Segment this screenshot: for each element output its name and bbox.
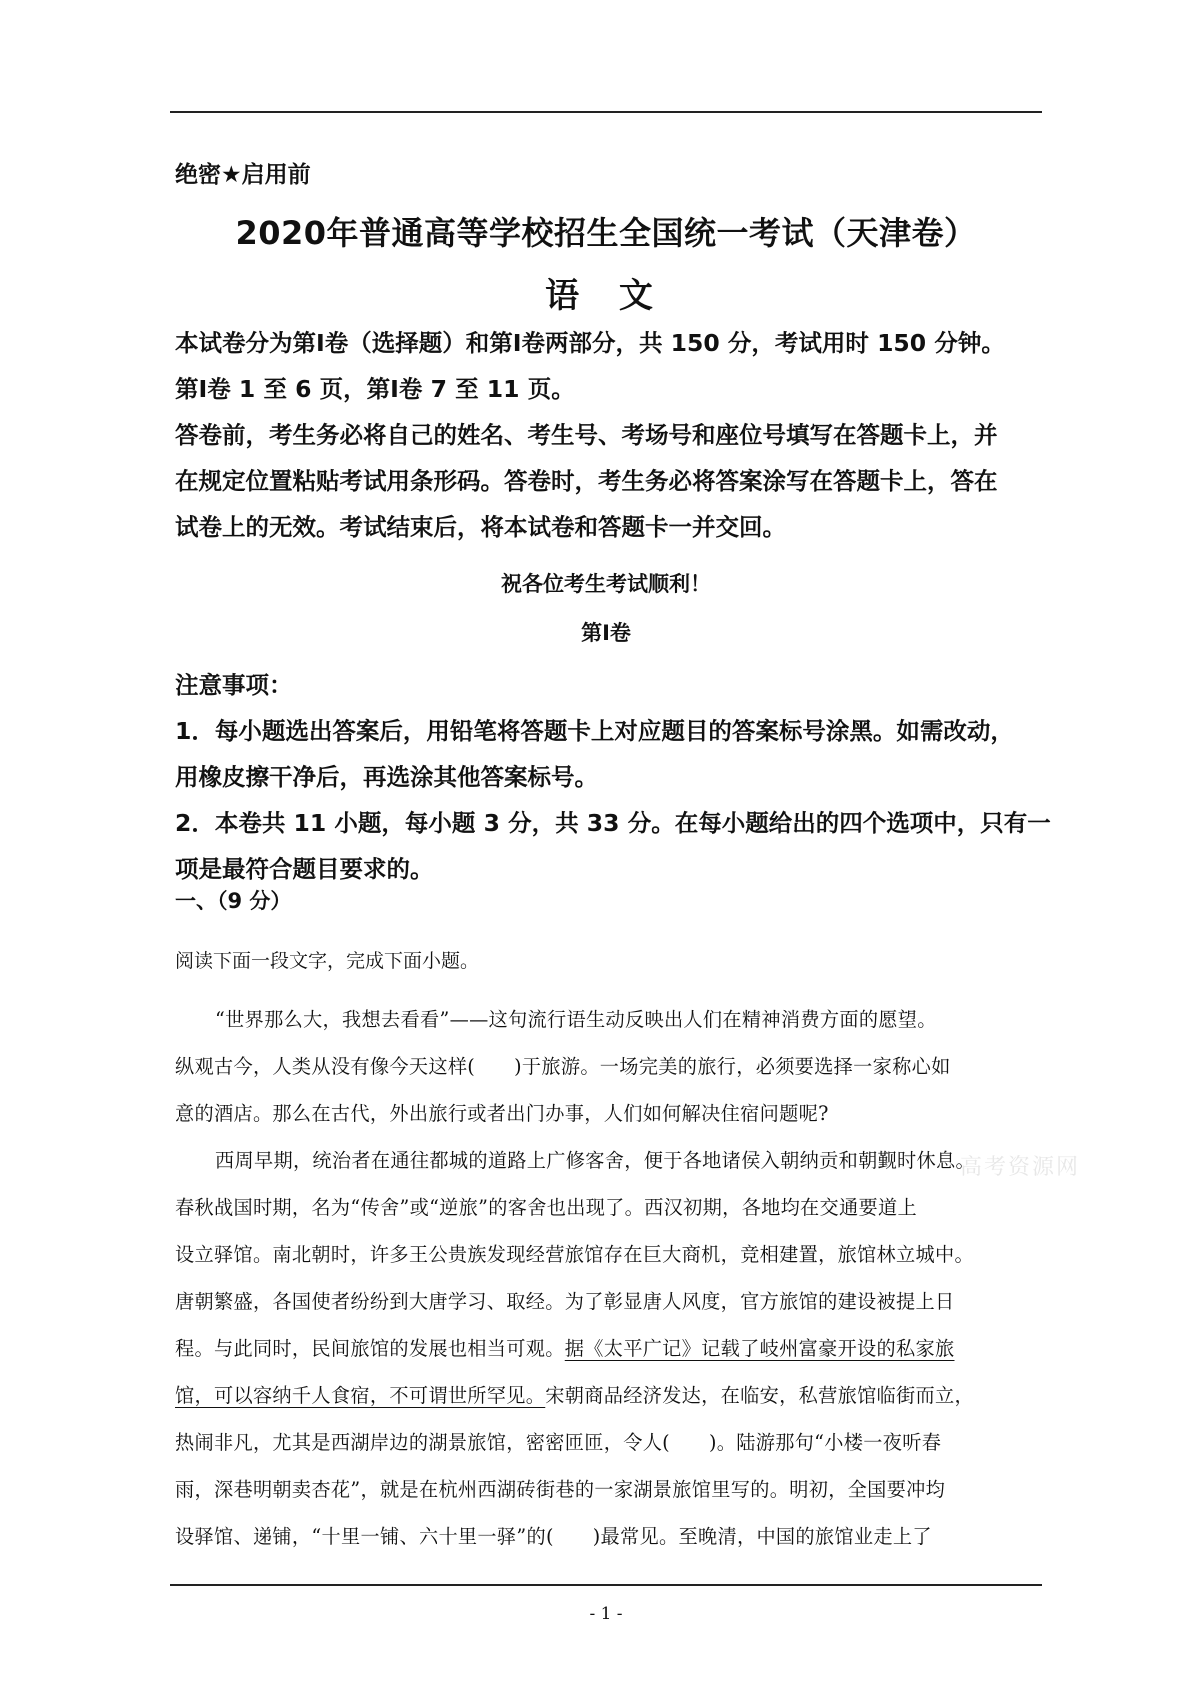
passage-line: “世界那么大，我想去看看”——这句流行语生动反映出人们在精神消费方面的愿望。	[215, 1008, 937, 1031]
page-number: - 1 -	[589, 1604, 623, 1624]
notes-line: 2．本卷共 11 小题，每小题 3 分，共 33 分。在每小题给出的四个选项中，只有一	[175, 809, 1051, 837]
secret-label: 绝密★启用前	[175, 162, 311, 188]
passage-line: 热闹非凡，尤其是西湖岸边的湖景旅馆，密密匝匝，令人( )。陆游那句“小楼一夜听春	[175, 1431, 942, 1454]
passage-line: 西周早期，统治者在通往都城的道路上广修客舍，便于各地诸侯入朝纳贡和朝觐时休息。	[215, 1149, 976, 1172]
intro-line: 答卷前，考生务必将自己的姓名、考生号、考场号和座位号填写在答题卡上，并	[175, 421, 998, 449]
passage-line: 唐朝繁盛，各国使者纷纷到大唐学习、取经。为了彰显唐人风度，官方旅馆的建设被提上日	[175, 1290, 955, 1313]
passage-text: 程。与此同时，民间旅馆的发展也相当可观。	[175, 1337, 565, 1360]
passage-line: 设立驿馆。南北朝时，许多王公贵族发现经营旅馆存在巨大商机，竞相建置，旅馆林立城中。	[175, 1243, 974, 1266]
passage-line: 纵观古今，人类从没有像今天这样( )于旅游。一场完美的旅行，必须要选择一家称心如	[175, 1055, 951, 1078]
intro-paragraph	[175, 320, 1045, 550]
intro-line: 第Ⅰ卷 1 至 6 页，第Ⅰ卷 7 至 11 页。	[175, 375, 575, 403]
reading-passage	[175, 996, 1045, 1560]
intro-line: 试卷上的无效。考试结束后，将本试卷和答题卡一并交回。	[175, 513, 786, 541]
underlined-sentence: 馆，可以容纳千人食宿，不可谓世所罕见。	[175, 1384, 546, 1407]
wish-line: 祝各位考生考试顺利！	[501, 572, 711, 596]
section-heading: 一、（9 分）	[175, 889, 292, 913]
notes-line: 1．每小题选出答案后，用铅笔将答题卡上对应题目的答案标号涂黑。如需改动，	[175, 717, 1014, 745]
header-rule	[170, 111, 1042, 113]
part-title: 第Ⅰ卷	[581, 621, 631, 645]
intro-line: 本试卷分为第Ⅰ卷（选择题）和第Ⅰ卷两部分，共 150 分，考试用时 150 分钟。	[175, 329, 1005, 357]
passage-line: 意的酒店。那么在古代，外出旅行或者出门办事，人们如何解决住宿问题呢?	[175, 1102, 829, 1125]
passage-line: 春秋战国时期，名为“传舍”或“逆旅”的客舍也出现了。西汉初期，各地均在交通要道上	[175, 1196, 917, 1219]
passage-line	[175, 1325, 1045, 1372]
intro-line: 在规定位置粘贴考试用条形码。答卷时，考生务必将答案涂写在答题卡上，答在	[175, 467, 998, 495]
underlined-sentence: 据《太平广记》记载了岐州富豪开设的私家旅	[564, 1337, 955, 1360]
watermark: 高考资源网	[960, 1155, 1081, 1180]
footer-rule	[170, 1584, 1042, 1586]
passage-line: 雨，深巷明朝卖杏花”，就是在杭州西湖砖街巷的一家湖景旅馆里写的。明初，全国要冲均	[175, 1478, 946, 1501]
exam-title: 2020年普通高等学校招生全国统一考试（天津卷）	[235, 214, 977, 252]
passage-text: 宋朝商品经济发达，在临安，私营旅馆临街而立，	[545, 1384, 974, 1407]
passage-line: 设驿馆、递铺，“十里一铺、六十里一驿”的( )最常见。至晚清，中国的旅馆业走上了	[175, 1525, 932, 1548]
notes-line: 用橡皮擦干净后，再选涂其他答案标号。	[175, 763, 598, 791]
subject-title: 语 文	[545, 276, 667, 316]
notes-heading: 注意事项：	[175, 671, 293, 699]
reading-instruction: 阅读下面一段文字，完成下面小题。	[175, 950, 480, 972]
notes-section	[175, 662, 1051, 892]
passage-line	[175, 1372, 1045, 1419]
notes-line: 项是最符合题目要求的。	[175, 855, 434, 883]
